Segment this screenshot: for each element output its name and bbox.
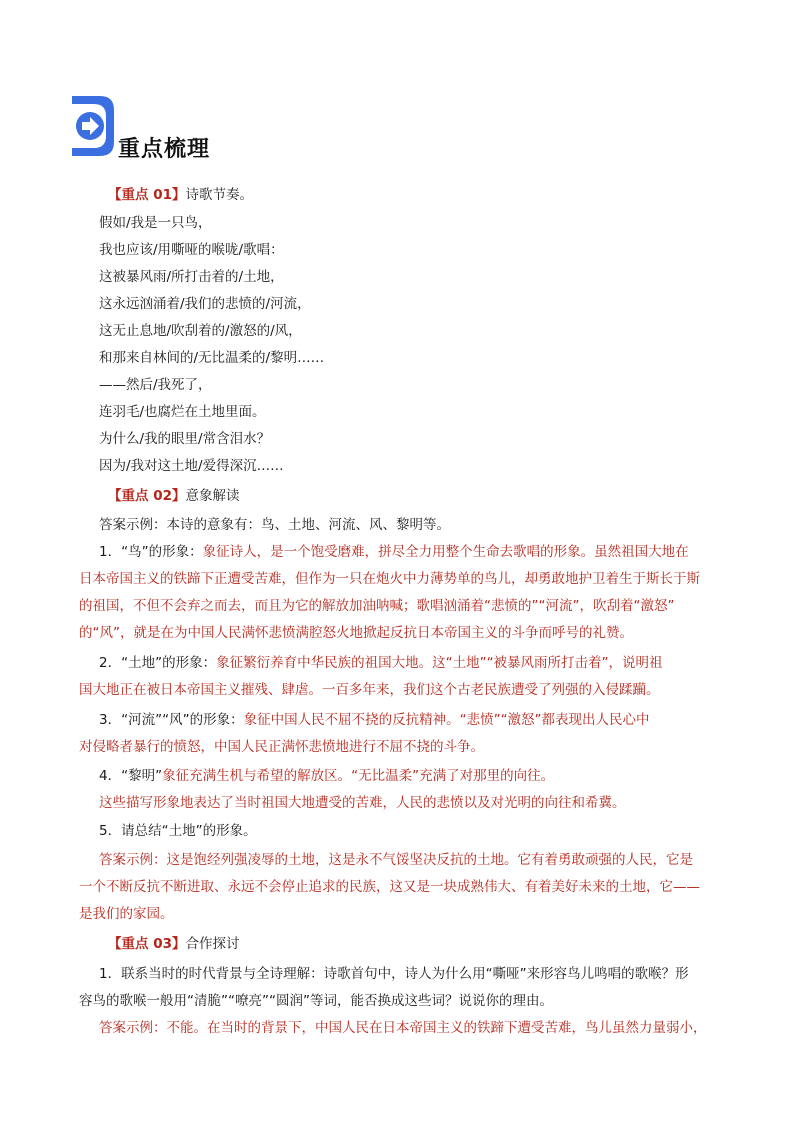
analysis-highlight: 象征充满生机与希望的解放区。“无比温柔”充满了对那里的向往。: [162, 768, 555, 784]
analysis-highlight: 答案示例：这是饱经列强凌辱的土地，这是永不气馁坚决反抗的土地。它有着勇敢顽强的人民，它是: [99, 852, 693, 868]
analysis-line: 是我们的家园。: [79, 906, 174, 922]
analysis-highlight: 象征诗人，是一个饱受磨难，拼尽全力用整个生命去歌唱的形象。虽然祖国大地在: [202, 544, 689, 560]
poem-line: 因为/我对这土地/爱得深沉……: [99, 458, 284, 474]
discussion-question: 1．联系当时的时代背景与全诗理解：诗歌首句中，诗人为什么用“嘶哑”来形容鸟儿鸣唱的歌喉？形: [99, 966, 689, 982]
section-bracket: 【重点 01】: [108, 187, 186, 203]
poem-line: 连羽毛/也腐烂在土地里面。: [99, 404, 266, 420]
section-bracket: 【重点 03】: [108, 936, 186, 952]
analysis-line: 的祖国，不但不会弃之而去，而且为它的解放加油呐喊；歌唱汹涌着“悲愤的”“河流”，吹刮着“激怒”: [79, 598, 675, 614]
analysis-line: 日本帝国主义的铁蹄下正遭受苦难，但作为一只在炮火中力薄势单的鸟儿，却勇敢地护卫着生于斯长于斯: [79, 571, 700, 587]
analysis-line: [99, 848, 693, 868]
analysis-line: [99, 651, 663, 671]
analysis-line: [99, 764, 554, 784]
analysis-line: 这些描写形象地表达了当时祖国大地遭受的苦难，人民的悲愤以及对光明的向往和希冀。: [99, 795, 626, 811]
poem-line: 这无止息地/吹刮着的/激怒的/风，: [99, 323, 302, 339]
poem-line: ——然后/我死了，: [99, 377, 212, 393]
section-bracket: 【重点 02】: [108, 488, 186, 504]
section-header: [70, 94, 370, 164]
poem-line: 为什么/我的眼里/常含泪水？: [99, 431, 271, 447]
analysis-highlight: 象征中国人民不屈不挠的反抗精神。“悲愤”“激怒”都表现出人民心中: [243, 712, 650, 728]
poem-line: 这被暴风雨/所打击着的/土地，: [99, 269, 284, 285]
analysis-subhead: 4．“黎明”: [99, 768, 163, 784]
analysis-subhead: 1．“鸟”的形象：: [99, 544, 203, 560]
discussion-answer: [99, 1016, 707, 1036]
analysis-subhead: 3．“河流”“风”的形象：: [99, 712, 244, 728]
analysis-highlight: 象征繁衍养育中华民族的祖国大地。这“土地”“被暴风雨所打击着”，说明祖: [216, 655, 663, 671]
poem-line: 假如/我是一只鸟，: [99, 215, 212, 231]
analysis-line: [99, 708, 650, 728]
section-text: 合作探讨: [185, 936, 240, 952]
analysis-line: 国大地正在被日本帝国主义摧残、肆虐。一百多年来，我们这个古老民族遭受了列强的入侵蹂躏。: [79, 682, 660, 698]
page-title: 重点梳理: [118, 136, 211, 162]
section-text: 诗歌节奏。: [185, 187, 253, 203]
section-label-02: [108, 484, 240, 504]
poem-line: 这永远汹涌着/我们的悲愤的/河流，: [99, 296, 311, 312]
analysis-line: 对侵略者暴行的愤怒，中国人民正满怀悲愤地进行不屈不挠的斗争。: [79, 739, 484, 755]
analysis-subhead: 2．“土地”的形象：: [99, 655, 217, 671]
answer-intro: 答案示例：本诗的意象有：鸟、土地、河流、风、黎明等。: [99, 517, 450, 533]
poem-line: 我也应该/用嘶哑的喉咙/歌唱：: [99, 242, 284, 258]
analysis-line: 的“风”，就是在为中国人民满怀悲愤满腔怒火地掀起反抗日本帝国主义的斗争而呼号的礼赞。: [79, 625, 633, 641]
analysis-line: 一个不断反抗不断进取、永远不会停止追求的民族，这又是一块成熟伟大、有着美好未来的土地，它——: [79, 879, 700, 895]
discussion-question: 容鸟的歌喉一般用“清脆”“嘹亮”“圆润”等词，能否换成这些词？说说你的理由。: [79, 993, 553, 1009]
analysis-question: 5．请总结“土地”的形象。: [99, 823, 257, 839]
section-label-03: [108, 932, 240, 952]
poem-line: 和那来自林间的/无比温柔的/黎明……: [99, 350, 325, 366]
section-label-01: [108, 183, 253, 203]
section-text: 意象解读: [185, 488, 240, 504]
arrow-right-icon: [70, 94, 116, 158]
analysis-highlight: 答案示例：不能。在当时的背景下，中国人民在日本帝国主义的铁蹄下遭受苦难，鸟儿虽然力量弱小，: [99, 1020, 707, 1036]
analysis-line: [99, 540, 689, 560]
